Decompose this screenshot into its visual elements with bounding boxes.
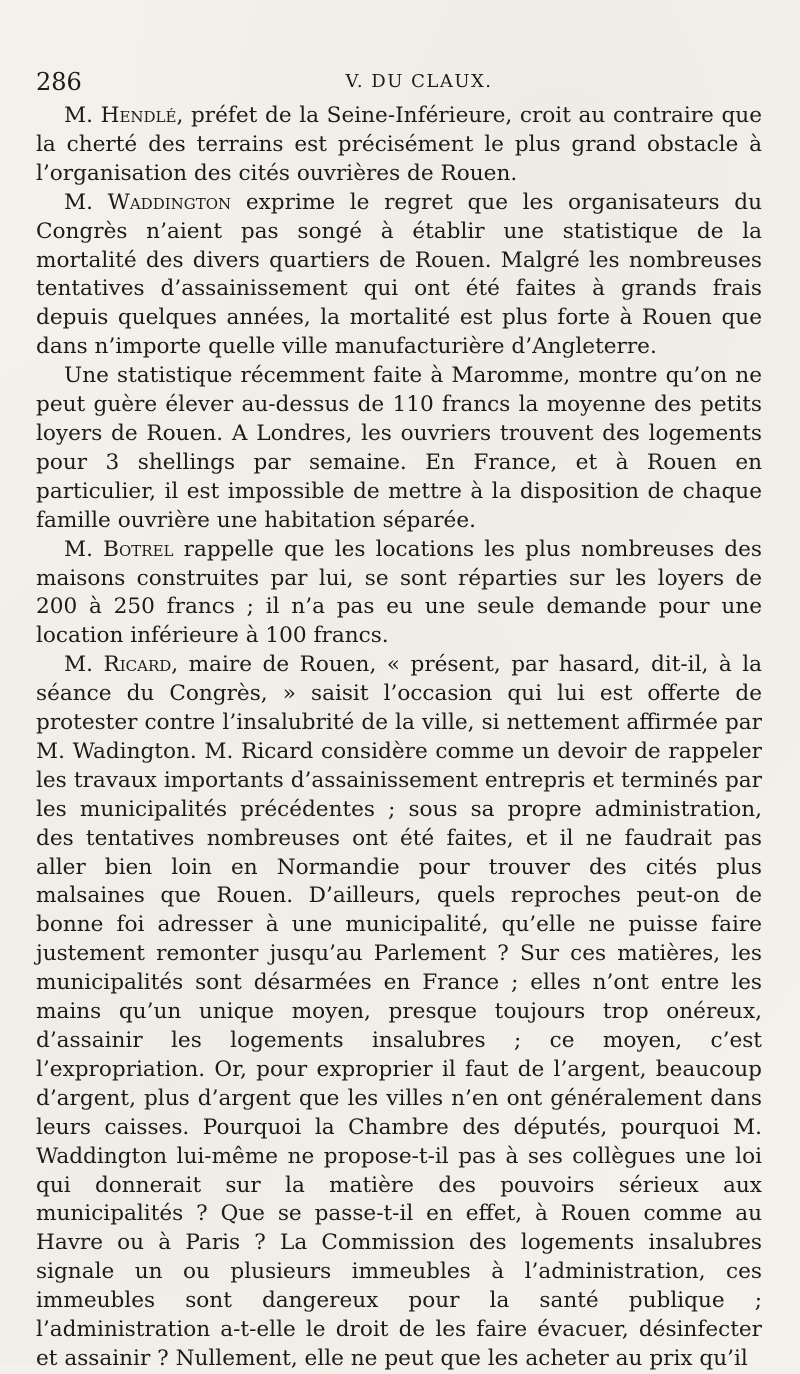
paragraph-botrel — [36, 536, 762, 652]
paragraph-text: exprime le regret que les organisateurs du Congrès n’aient pas songé à établir une statistique de la mortalité des divers quartiers de Rouen. Malgré les nombreuses tentatives d’assainissement qui ont été faites à grands frais depuis quelques années, la mortalité est plus forte à Rouen que dans n’importe quelle ville manufacturière d’Angleterre. — [36, 189, 763, 360]
running-head — [36, 62, 762, 102]
paragraph-ricard — [36, 651, 762, 1374]
paragraph-text: rappelle que les locations les plus nombreuses des maisons construites par lui, se sont réparties sur les loyers de 200 à 250 francs ; il n’a pas eu une seule demande pour une location inférieure à 100 francs. — [36, 536, 762, 649]
speaker-prefix: M. — [64, 536, 104, 562]
speaker-name: Waddington — [107, 189, 232, 215]
paragraph-waddington — [36, 189, 762, 362]
speaker-name: Ricard — [103, 652, 172, 678]
speaker-prefix: M. — [64, 189, 108, 215]
paragraph-text: Une statistique récemment faite à Maromme, montre qu’on ne peut guère élever au-dessus de 110 francs la moyenne des petits loyers de Rouen. A Londres, les ouvriers trouvent des logements pour 3 shellings par semaine. En France, et à Rouen en particulier, il est impossible de mettre à la disposition de chaque famille ouvrière une habitation séparée. — [36, 363, 762, 533]
body-text — [36, 102, 762, 1374]
paragraph-hendle — [36, 102, 762, 189]
speaker-prefix: M. — [64, 652, 104, 678]
speaker-prefix: M. — [64, 103, 101, 128]
paragraph-text: , préfet de la Seine-Inférieure, croit au contraire que la cherté des terrains est précisément le plus grand obstacle à l’organisation des cités ouvrières de Rouen. — [36, 103, 762, 186]
paragraph-statistique — [36, 362, 762, 535]
speaker-name: Botrel — [103, 536, 174, 562]
speaker-name: Hendlé — [100, 103, 177, 128]
page-number: 286 — [36, 68, 82, 96]
running-title: V. DU CLAUX. — [345, 71, 493, 92]
paragraph-text: , maire de Rouen, « présent, par hasard, dit-il, à la séance du Congrès, » saisit l’occasion qui lui est offerte de protester contre l’insalubrité de la ville, si nettement affirmée par M. Wadington. M. Ricard considère comme un devoir de rappeler les travaux importants d’assainissement entrepris et terminés par les municipalités précédentes ; sous sa propre administration, des tentatives nombreuses ont été faites, et il ne faudrait pas aller bien loin en Normandie pour trouver des cités plus malsaines que Rouen. D’ailleurs, quels reproches peut-on de bonne foi adresser à une municipalité, qu’elle ne puisse faire justement remonter jusqu’au Parlement ? Sur ces matières, les municipalités sont désarmées en France ; elles n’ont entre les mains qu’un unique moyen, presque toujours trop onéreux, d’assainir les logements insalubres ; ce moyen, c’est l’expropriation. Or, pour exproprier il faut de l’argent, beaucoup d’argent, plus d’argent que les villes n’en ont généralement dans leurs caisses. Pourquoi la Chambre des députés, pourquoi M. Waddington lui-même ne propose-t-il pas à ses collègues une loi qui donnerait sur la matière des pouvoirs sérieux aux municipalités ? Que se passe-t-il en effet, à Rouen comme au Havre ou à Paris ? La Commission des logements insalubres signale un ou plusieurs immeubles à l’administration, ces immeubles sont dangereux pour la santé publique ; l’administration a-t-elle le droit de les faire évacuer, désinfecter et assainir ? Nullement, elle ne peut que les acheter au prix qu’il — [36, 652, 762, 1371]
